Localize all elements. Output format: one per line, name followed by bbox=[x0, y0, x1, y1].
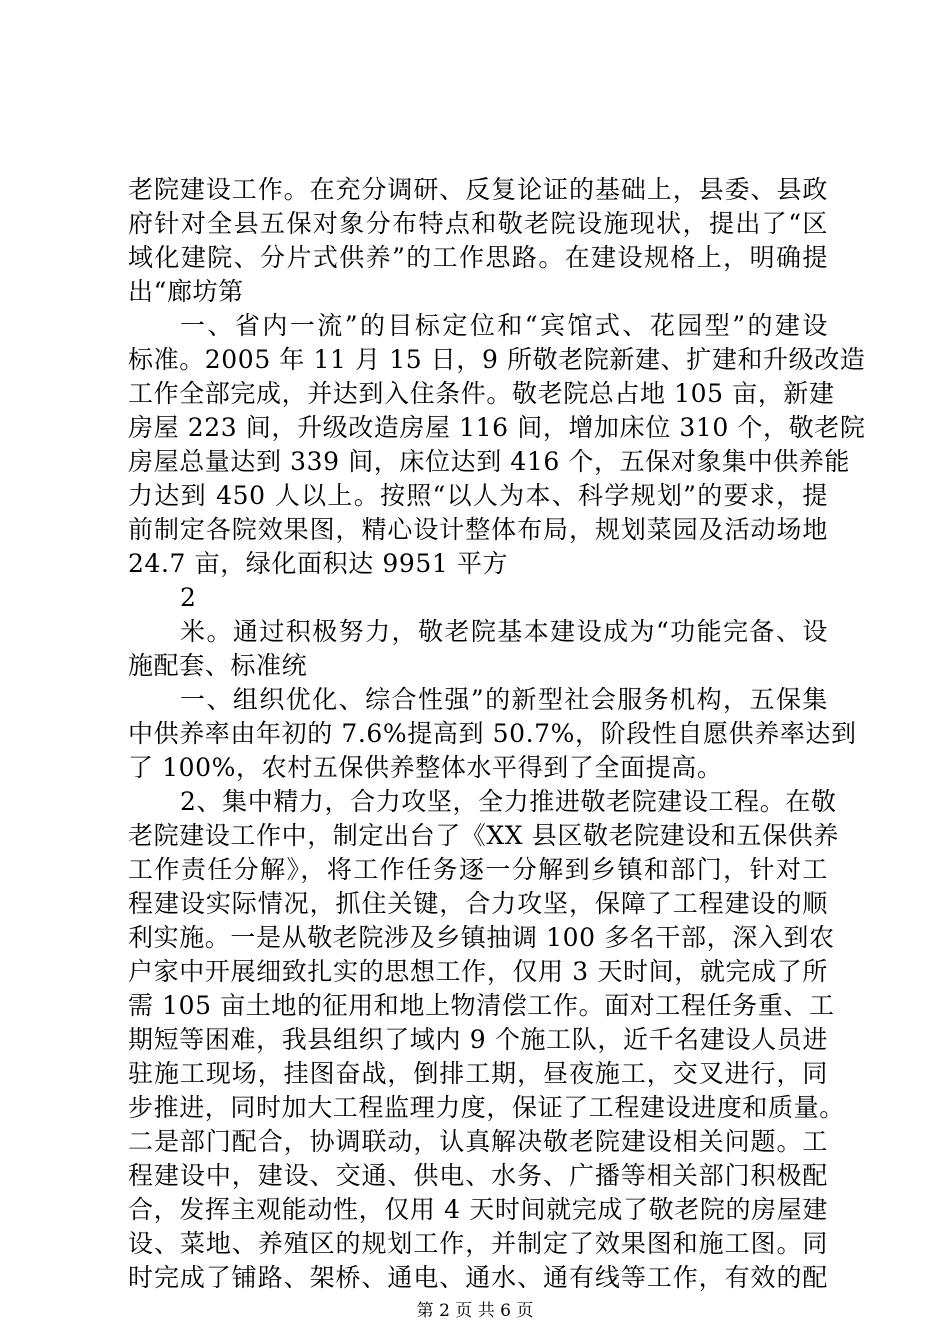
body-line: 驻施工现场，挂图奋战，倒排工期，昼夜施工，交叉进行，同 bbox=[128, 1059, 828, 1088]
body-line: 出“廊坊第 bbox=[128, 277, 244, 306]
body-line: 老院建设工作。在充分调研、反复论证的基础上，县委、县政 bbox=[128, 175, 828, 204]
body-line: 2、集中精力，合力攻坚，全力推进敬老院建设工程。在敬 bbox=[180, 787, 837, 816]
body-line: 一、组织优化、综合性强”的新型社会服务机构，五保集 bbox=[180, 685, 828, 714]
body-line: 标准。2005 年 11 月 15 日，9 所敬老院新建、扩建和升级改造 bbox=[128, 345, 866, 374]
body-line: 房屋 223 间，升级改造房屋 116 间，增加床位 310 个，敬老院 bbox=[128, 413, 866, 442]
body-line: 2 bbox=[180, 583, 197, 612]
body-line: 力达到 450 人以上。按照“以人为本、科学规划”的要求，提 bbox=[128, 481, 828, 510]
body-line: 老院建设工作中，制定出台了《XX 县区敬老院建设和五保供养 bbox=[128, 821, 839, 850]
body-line: 施配套、标准统 bbox=[128, 651, 308, 680]
body-line: 需 105 亩土地的征用和地上物清偿工作。面对工程任务重、工 bbox=[128, 991, 835, 1020]
body-line: 利实施。一是从敬老院涉及乡镇抽调 100 多名干部，深入到农 bbox=[128, 923, 835, 952]
body-line: 程建设实际情况，抓住关键，合力攻坚，保障了工程建设的顺 bbox=[128, 889, 828, 918]
body-line: 工作全部完成，并达到入住条件。敬老院总占地 105 亩，新建 bbox=[128, 379, 835, 408]
body-line: 中供养率由年初的 7.6%提高到 50.7%，阶段性自愿供养率达到 bbox=[128, 719, 857, 748]
body-line: 一、省内一流”的目标定位和“宾馆式、花园型”的建设 bbox=[180, 311, 828, 340]
body-line: 二是部门配合，协调联动，认真解决敬老院建设相关问题。工 bbox=[128, 1127, 828, 1156]
body-line: 米。通过积极努力，敬老院基本建设成为“功能完备、设 bbox=[180, 617, 828, 646]
page-footer: 第 2 页 共 6 页 bbox=[416, 1301, 534, 1321]
body-line: 了 100%，农村五保供养整体水平得到了全面提高。 bbox=[128, 753, 723, 782]
body-line: 24.7 亩，绿化面积达 9951 平方 bbox=[128, 549, 509, 578]
body-line: 工作责任分解》，将工作任务逐一分解到乡镇和部门，针对工 bbox=[128, 855, 828, 884]
body-line: 步推进，同时加大工程监理力度，保证了工程建设进度和质量。 bbox=[128, 1093, 845, 1122]
body-line: 期短等困难，我县组织了域内 9 个施工队，近千名建设人员进 bbox=[128, 1025, 828, 1054]
body-line: 前制定各院效果图，精心设计整体布局，规划菜园及活动场地 bbox=[128, 515, 828, 544]
body-line: 程建设中，建设、交通、供电、水务、广播等相关部门积极配 bbox=[128, 1161, 828, 1190]
body-line: 合，发挥主观能动性，仅用 4 天时间就完成了敬老院的房屋建 bbox=[128, 1195, 828, 1224]
body-line: 户家中开展细致扎实的思想工作，仅用 3 天时间，就完成了所 bbox=[128, 957, 828, 986]
body-line: 府针对全县五保对象分布特点和敬老院设施现状，提出了“区 bbox=[128, 209, 828, 238]
body-line: 设、菜地、养殖区的规划工作，并制定了效果图和施工图。同 bbox=[128, 1229, 828, 1258]
body-line: 域化建院、分片式供养”的工作思路。在建设规格上，明确提 bbox=[128, 243, 828, 272]
body-line: 时完成了铺路、架桥、通电、通水、通有线等工作，有效的配 bbox=[128, 1263, 828, 1292]
body-line: 房屋总量达到 339 间，床位达到 416 个，五保对象集中供养能 bbox=[128, 447, 851, 476]
